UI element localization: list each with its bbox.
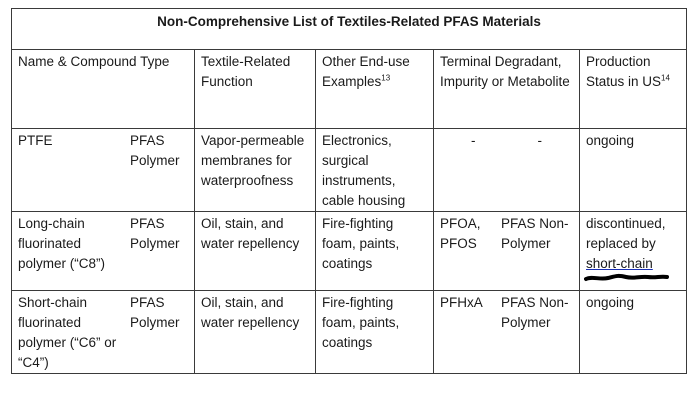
compound-name: Long-chain fluorinated polymer (“C8”) bbox=[18, 216, 106, 271]
footnote-13: 13 bbox=[381, 73, 391, 83]
cell-name bbox=[12, 212, 195, 291]
cell-degradant bbox=[434, 129, 580, 212]
scribble-mark-icon bbox=[584, 272, 669, 282]
header-degradant: Terminal Degradant, Impurity or Metabolite bbox=[434, 50, 580, 129]
degradant-type: PFAS Non-Polymer bbox=[501, 216, 569, 251]
status-text: discontinued, replaced by bbox=[586, 216, 666, 251]
compound-type: PFAS Polymer bbox=[130, 295, 180, 330]
cell-name bbox=[12, 291, 195, 374]
short-chain-link[interactable]: short-chain bbox=[586, 256, 653, 271]
cell-status: ongoing bbox=[580, 291, 687, 374]
cell-end-use: Electronics, surgical instruments, cable housing bbox=[316, 129, 434, 212]
header-name-compound-type: Name & Compound Type bbox=[12, 50, 195, 129]
degradant-type: - bbox=[537, 133, 542, 148]
header-end-use: Other End-use Examples$^{13}$ bbox=[316, 50, 434, 129]
degradant: - bbox=[471, 133, 476, 148]
cell-end-use: Fire-fighting foam, paints, coatings bbox=[316, 212, 434, 291]
header-textile-function: Textile-Related Function bbox=[195, 50, 316, 129]
cell-degradant bbox=[434, 212, 580, 291]
cell-degradant bbox=[434, 291, 580, 374]
table-row bbox=[12, 129, 687, 212]
cell-status: ongoing bbox=[580, 129, 687, 212]
footnote-14: 14 bbox=[661, 73, 670, 83]
pfas-materials-table bbox=[11, 8, 687, 374]
header-production-status: Production Status in US$^{14}$ bbox=[580, 50, 687, 129]
cell-name bbox=[12, 129, 195, 212]
compound-type: PFAS Polymer bbox=[130, 216, 180, 251]
degradant-type: PFAS Non-Polymer bbox=[501, 295, 569, 330]
degradant: PFHxA bbox=[440, 295, 483, 310]
compound-type: PFAS Polymer bbox=[130, 133, 180, 168]
cell-function: Vapor-permeable membranes for waterproofness bbox=[195, 129, 316, 212]
compound-name: PTFE bbox=[18, 133, 53, 148]
table-title: Non-Comprehensive List of Textiles-Related PFAS Materials bbox=[12, 9, 687, 50]
header-row bbox=[12, 50, 687, 129]
cell-end-use: Fire-fighting foam, paints, coatings bbox=[316, 291, 434, 374]
compound-name: Short-chain fluorinated polymer (“C6” or “C4”) bbox=[18, 295, 117, 370]
degradant: PFOA, PFOS bbox=[440, 216, 481, 251]
table-row bbox=[12, 212, 687, 291]
cell-function: Oil, stain, and water repellency bbox=[195, 212, 316, 291]
cell-status bbox=[580, 212, 687, 291]
table-row bbox=[12, 291, 687, 374]
cell-function: Oil, stain, and water repellency bbox=[195, 291, 316, 374]
